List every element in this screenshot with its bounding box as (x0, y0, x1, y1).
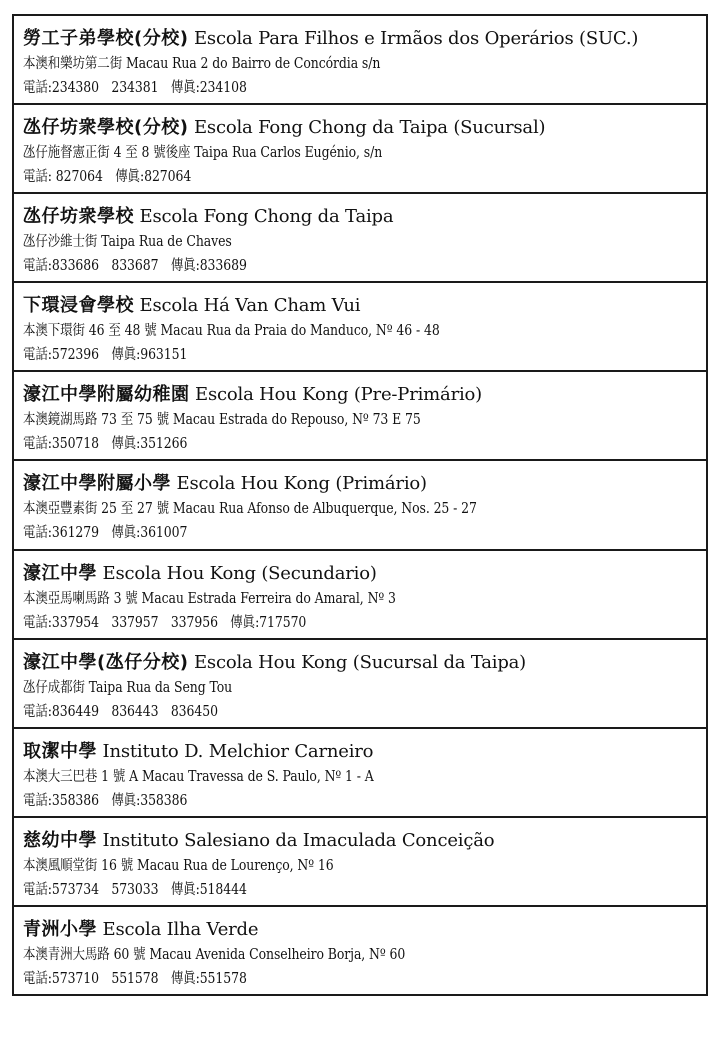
school-name-line (23, 560, 698, 587)
school-name-chinese: 濠江中學附屬幼稚園 (23, 384, 190, 405)
school-name-line (23, 25, 698, 52)
school-name-line (23, 738, 698, 765)
school-name-line (23, 916, 698, 943)
school-name-line (23, 649, 698, 676)
school-address: 本澳風順堂街 16 號 Macau Rua de Lourenço, Nº 16 (23, 858, 334, 874)
school-name-line (23, 470, 698, 497)
school-name-chinese: 氹仔坊衆學校(分校) (23, 117, 189, 138)
school-name-chinese: 慈幼中學 (23, 830, 97, 851)
school-entry (14, 907, 706, 996)
school-phones: 電話: 827064 傳眞:827064 (23, 169, 192, 185)
school-name-portuguese: Escola Para Filhos e Irmãos dos Operários (SUC.) (193, 28, 639, 49)
school-phones: 電話:234380 234381 傳眞:234108 (23, 80, 247, 96)
school-directory (12, 14, 708, 996)
school-entry (14, 194, 706, 283)
school-entry (14, 105, 706, 194)
school-entry (14, 461, 706, 551)
school-address: 本澳下環街 46 至 48 號 Macau Rua da Praia do Manduco, Nº 46 - 48 (23, 323, 440, 339)
school-name-portuguese: Escola Hou Kong (Primário) (176, 473, 427, 494)
school-name-chinese: 氹仔坊衆學校 (23, 206, 134, 227)
school-name-portuguese: Escola Hou Kong (Sucursal da Taipa) (193, 652, 526, 673)
school-name-portuguese: Escola Fong Chong da Taipa (Sucursal) (193, 117, 546, 138)
school-entry (14, 640, 706, 729)
school-name-portuguese: Escola Hou Kong (Secundario) (102, 563, 377, 584)
school-name-line (23, 827, 698, 854)
school-address: 氹仔施督憲正街 4 至 8 號後座 Taipa Rua Carlos Eugénio, s/n (23, 145, 383, 161)
school-name-line (23, 203, 698, 230)
school-phones: 電話:350718 傳眞:351266 (23, 436, 188, 452)
school-name-chinese: 青洲小學 (23, 919, 97, 940)
school-name-line (23, 381, 698, 408)
school-name-chinese: 濠江中學(氹仔分校) (23, 652, 189, 673)
school-address: 氹仔沙維士街 Taipa Rua de Chaves (23, 234, 232, 250)
school-name-chinese: 勞工子弟學校(分校) (23, 28, 189, 49)
school-name-portuguese: Instituto D. Melchior Carneiro (102, 741, 374, 762)
school-name-chinese: 下環浸會學校 (23, 295, 134, 316)
school-phones: 電話:573710 551578 傳眞:551578 (23, 971, 247, 987)
school-address: 本澳大三巴巷 1 號 A Macau Travessa de S. Paulo, Nº 1 - A (23, 769, 374, 785)
school-entry (14, 372, 706, 461)
school-name-portuguese: Escola Fong Chong da Taipa (139, 206, 394, 227)
school-phones: 電話:836449 836443 836450 (23, 704, 218, 720)
school-address: 本澳鏡湖馬路 73 至 75 號 Macau Estrada do Repouso, Nº 73 E 75 (23, 412, 421, 428)
school-name-portuguese: Escola Há Van Cham Vui (139, 295, 361, 316)
school-address: 本澳和樂坊第二街 Macau Rua 2 do Bairro de Concórdia s/n (23, 56, 381, 72)
school-phones: 電話:572396 傳眞:963151 (23, 347, 188, 363)
school-address: 本澳亞馬喇馬路 3 號 Macau Estrada Ferreira do Amaral, Nº 3 (23, 591, 396, 607)
school-address: 氹仔成都街 Taipa Rua da Seng Tou (23, 680, 233, 696)
school-name-line (23, 292, 698, 319)
school-name-portuguese: Escola Ilha Verde (102, 919, 259, 940)
school-name-chinese: 取潔中學 (23, 741, 97, 762)
school-name-chinese: 濠江中學附屬小學 (23, 473, 171, 494)
school-entry (14, 729, 706, 818)
school-phones: 電話:361279 傳眞:361007 (23, 525, 188, 541)
school-name-line (23, 114, 698, 141)
school-entry (14, 818, 706, 907)
school-phones: 電話:358386 傳眞:358386 (23, 793, 188, 809)
school-entry (14, 283, 706, 372)
school-phones: 電話:833686 833687 傳眞:833689 (23, 258, 247, 274)
school-entry (14, 551, 706, 640)
school-name-chinese: 濠江中學 (23, 563, 97, 584)
school-address: 本澳亞豐素街 25 至 27 號 Macau Rua Afonso de Albuquerque, Nos. 25 - 27 (23, 501, 477, 517)
school-entry (14, 16, 706, 105)
school-address: 本澳青洲大馬路 60 號 Macau Avenida Conselheiro Borja, Nº 60 (23, 947, 406, 963)
school-phones: 電話:573734 573033 傳眞:518444 (23, 882, 247, 898)
school-phones: 電話:337954 337957 337956 傳眞:717570 (23, 615, 307, 631)
school-name-portuguese: Instituto Salesiano da Imaculada Conceição (102, 830, 495, 851)
school-name-portuguese: Escola Hou Kong (Pre-Primário) (195, 384, 482, 405)
